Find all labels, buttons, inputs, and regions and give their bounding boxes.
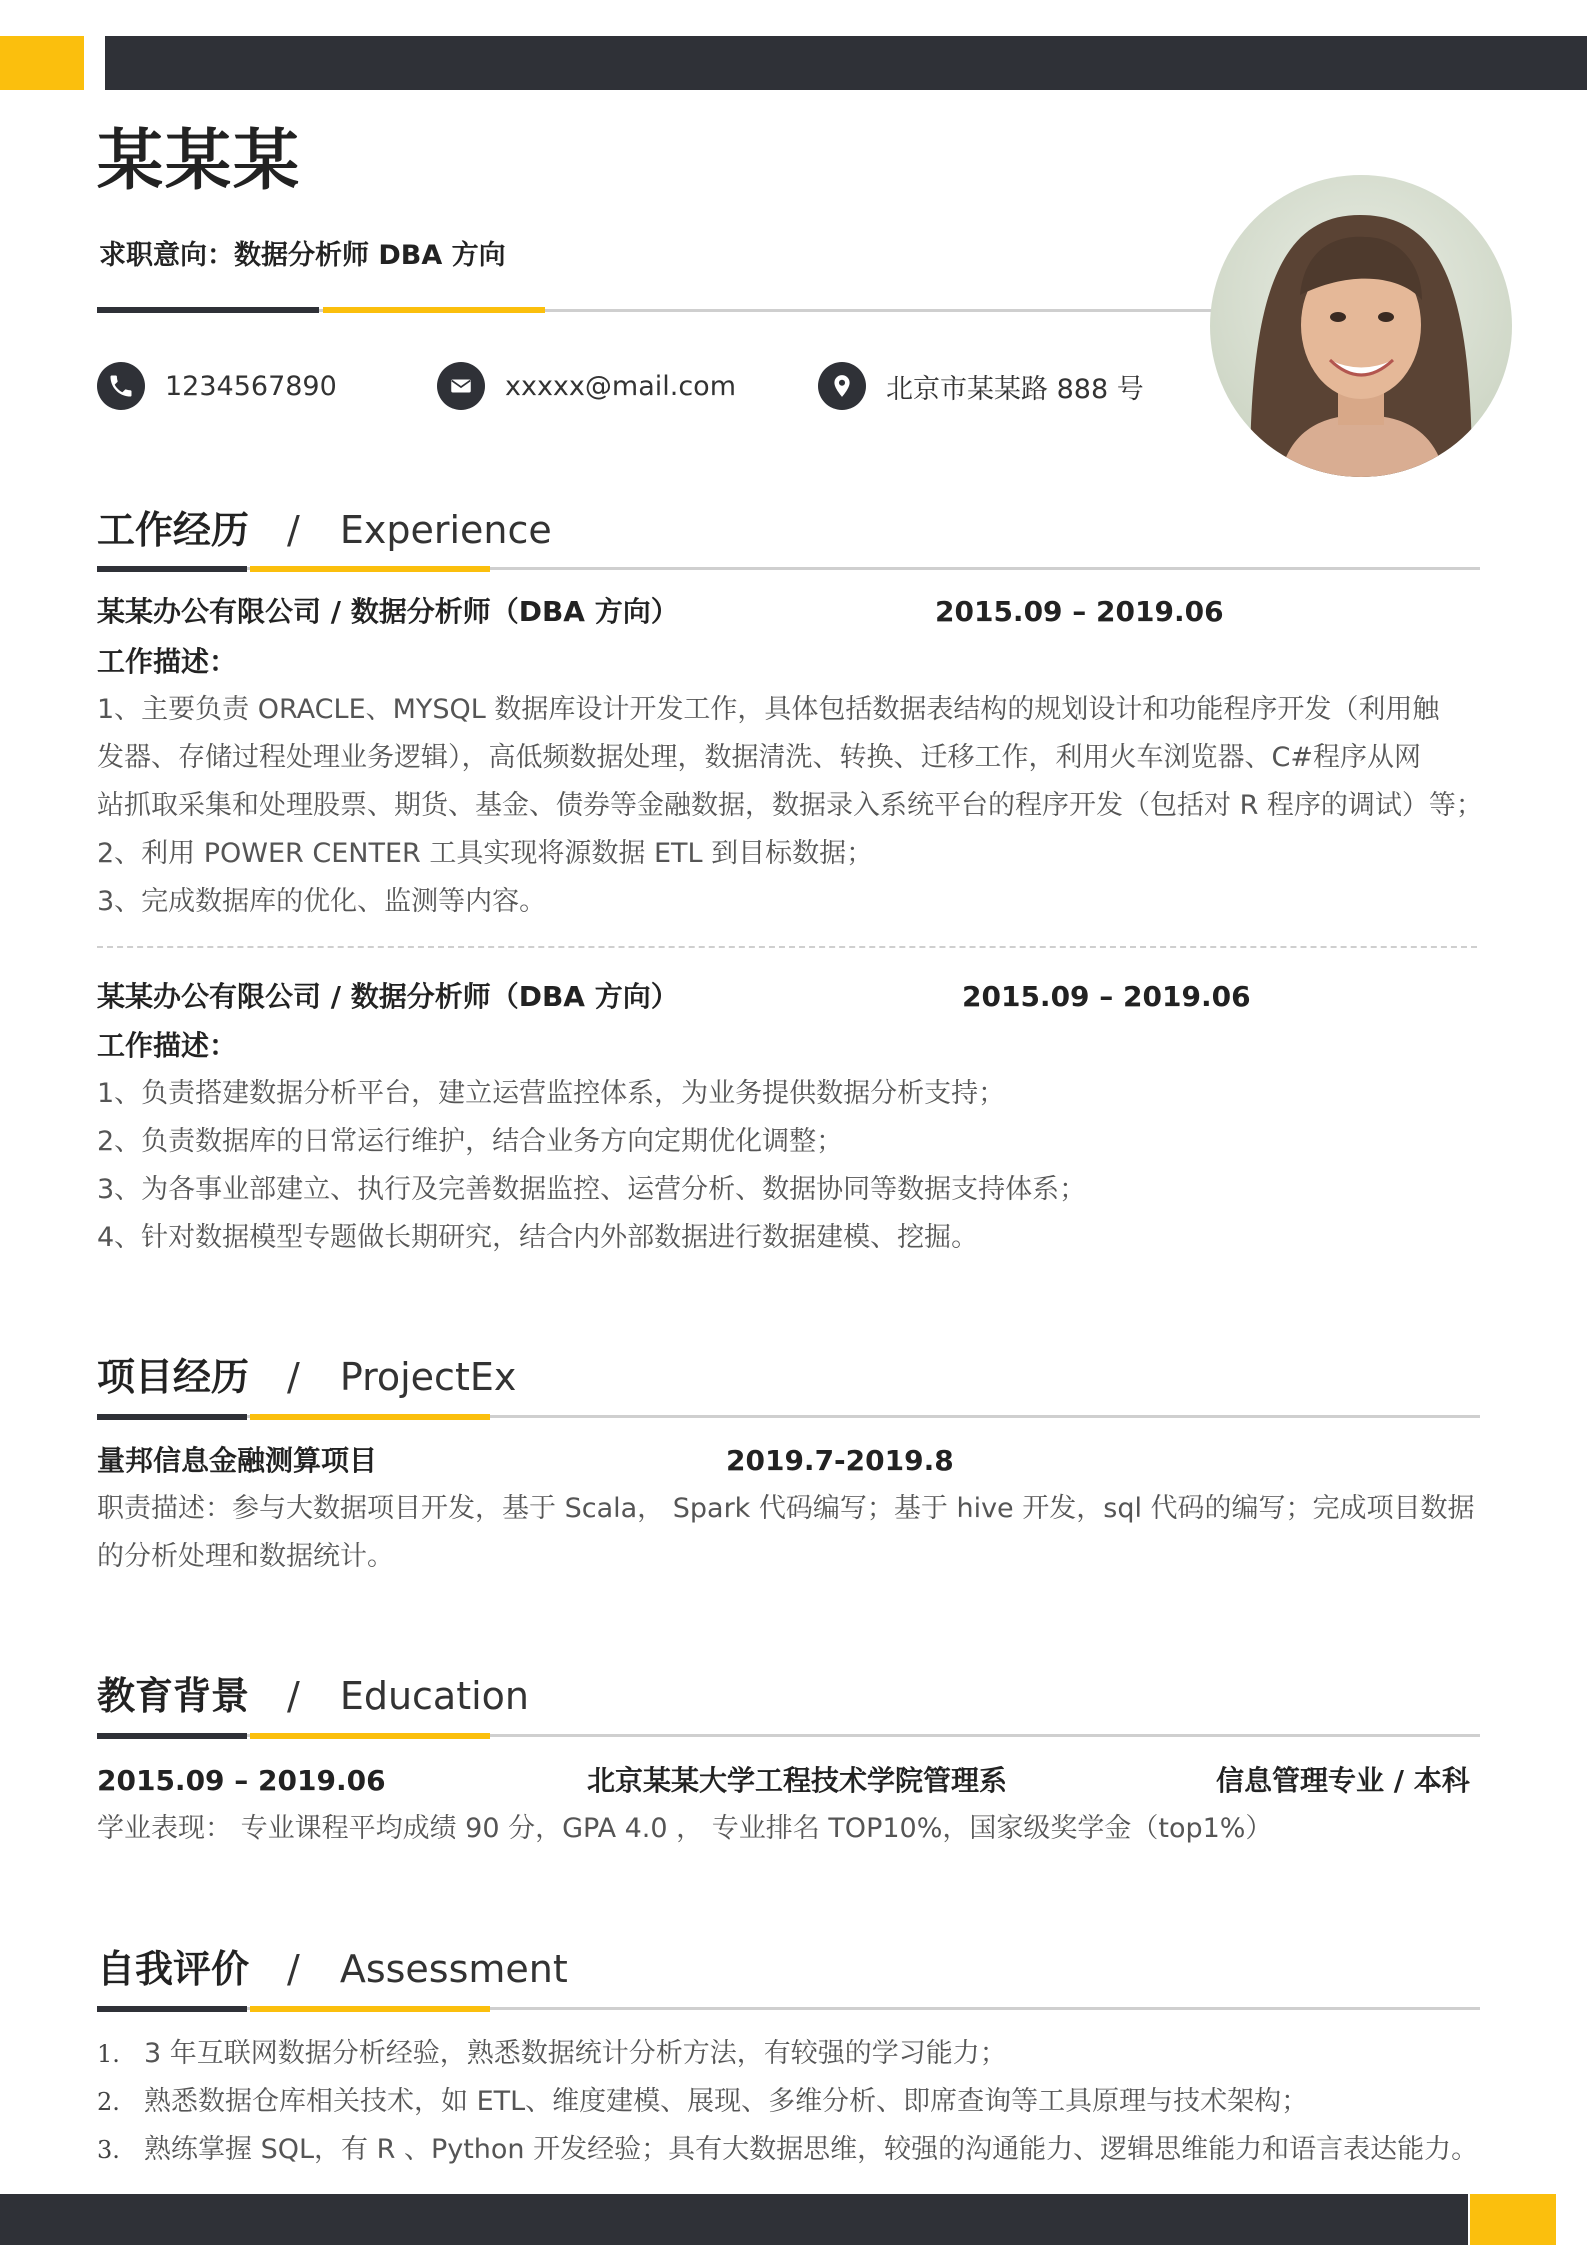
- section-title-slash: /: [287, 1947, 300, 1991]
- section-rule-accent: [250, 566, 490, 572]
- education-performance: 学业表现： 专业课程平均成绩 90 分，GPA 4.0 ， 专业排名 TOP10%，国家级奖学金（top1%）: [97, 1813, 1273, 1844]
- list-item-number: 3.: [97, 2136, 120, 2164]
- phone-icon: [97, 362, 145, 410]
- section-title-slash: /: [287, 508, 300, 552]
- section-rule-dark: [97, 566, 247, 572]
- contact-phone: [97, 362, 337, 410]
- location-pin-icon: [818, 362, 866, 410]
- job-desc-line: 1、主要负责 ORACLE、MYSQL 数据库设计开发工作，具体包括数据表结构的规划设计和功能程序开发（利用触: [97, 694, 1440, 725]
- assessment-list: [97, 2030, 1537, 2174]
- job-desc-line: 2、负责数据库的日常运行维护，结合业务方向定期优化调整；: [97, 1126, 844, 1157]
- section-title-cn: 教育背景: [97, 1674, 250, 1718]
- section-title-cn: 工作经历: [97, 508, 250, 552]
- job-desc-line: 4、针对数据模型专题做长期研究，结合内外部数据进行数据建模、挖掘。: [97, 1222, 979, 1253]
- contact-address: [818, 362, 1144, 410]
- section-title-assessment: [97, 1947, 568, 1991]
- list-item: [97, 2078, 1537, 2126]
- job-divider: [97, 946, 1477, 948]
- section-title-en: ProjectEx: [339, 1355, 517, 1399]
- email-address: xxxxx@mail.com: [505, 370, 736, 402]
- job-desc-line: 1、负责搭建数据分析平台，建立运营监控体系，为业务提供数据分析支持；: [97, 1078, 1006, 1109]
- job-desc-line: 2、利用 POWER CENTER 工具实现将源数据 ETL 到目标数据；: [97, 838, 874, 869]
- job-desc-line: 3、完成数据库的优化、监测等内容。: [97, 886, 547, 917]
- section-title-cn: 自我评价: [97, 1947, 250, 1991]
- bottom-accent-block: [1470, 2194, 1556, 2245]
- phone-number: 1234567890: [165, 370, 337, 402]
- job-title: 某某办公有限公司 / 数据分析师（DBA 方向）: [97, 595, 679, 628]
- section-title-cn: 项目经历: [97, 1355, 250, 1399]
- section-rule-accent: [250, 1733, 490, 1739]
- job-period: 2015.09 – 2019.06: [962, 980, 1251, 1013]
- section-rule-dark: [97, 2006, 247, 2012]
- project-period: 2019.7-2019.8: [726, 1444, 954, 1477]
- section-title-en: Assessment: [339, 1947, 568, 1991]
- contact-email: [437, 362, 736, 410]
- education-major: 信息管理专业 / 本科: [1216, 1764, 1470, 1797]
- job-description: [97, 686, 1497, 926]
- section-title-slash: /: [287, 1355, 300, 1399]
- section-rule-accent: [250, 1414, 490, 1420]
- education-school: 北京某某大学工程技术学院管理系: [587, 1764, 1008, 1797]
- project-name: 量邦信息金融测算项目: [97, 1444, 378, 1477]
- job-desc-label: 工作描述：: [97, 645, 238, 678]
- job-desc-label: 工作描述：: [97, 1029, 238, 1062]
- candidate-name: 某某某: [97, 122, 301, 199]
- list-item-text: 熟练掌握 SQL，有 R 、Python 开发经验；具有大数据思维，较强的沟通能力、逻辑思维能力和语言表达能力。: [144, 2134, 1479, 2165]
- project-description: [97, 1485, 1497, 1581]
- section-title-project: [97, 1355, 517, 1399]
- job-title: 某某办公有限公司 / 数据分析师（DBA 方向）: [97, 980, 679, 1013]
- home-address: 北京市某某路 888 号: [886, 373, 1144, 405]
- section-title-en: Experience: [339, 508, 552, 552]
- education-period: 2015.09 – 2019.06: [97, 1764, 386, 1797]
- list-item-text: 熟悉数据仓库相关技术，如 ETL、维度建模、展现、多维分析、即席查询等工具原理与技术架构；: [144, 2086, 1309, 2117]
- header-rule-accent: [323, 307, 545, 313]
- email-icon: [437, 362, 485, 410]
- project-desc-line: 的分析处理和数据统计。: [97, 1541, 394, 1572]
- header-rule-dark: [97, 307, 319, 313]
- section-rule-dark: [97, 1414, 247, 1420]
- section-title-en: Education: [339, 1674, 530, 1718]
- list-item-number: 2.: [97, 2088, 120, 2116]
- job-period: 2015.09 – 2019.06: [935, 595, 1224, 628]
- list-item: [97, 2126, 1537, 2174]
- section-rule-dark: [97, 1733, 247, 1739]
- job-desc-line: 3、为各事业部建立、执行及完善数据监控、运营分析、数据协同等数据支持体系；: [97, 1174, 1087, 1205]
- list-item-text: 3 年互联网数据分析经验，熟悉数据统计分析方法，有较强的学习能力；: [144, 2038, 1007, 2069]
- top-dark-bar: [105, 36, 1587, 90]
- job-objective: 求职意向：数据分析师 DBA 方向: [99, 240, 506, 271]
- list-item-number: 1.: [97, 2040, 120, 2068]
- avatar: [1210, 175, 1512, 477]
- bottom-dark-bar: [0, 2194, 1468, 2245]
- job-description: [97, 1070, 1497, 1262]
- project-desc-line: 职责描述：参与大数据项目开发，基于 Scala， Spark 代码编写；基于 hive 开发，sql 代码的编写；完成项目数据: [97, 1493, 1475, 1524]
- top-accent-block: [0, 36, 84, 90]
- section-title-education: [97, 1674, 530, 1718]
- section-rule-accent: [250, 2006, 490, 2012]
- list-item: [97, 2030, 1537, 2078]
- job-desc-line: 发器、存储过程处理业务逻辑），高低频数据处理，数据清洗、转换、迁移工作，利用火车浏览器、C#程序从网: [97, 742, 1421, 773]
- job-desc-line: 站抓取采集和处理股票、期货、基金、债券等金融数据，数据录入系统平台的程序开发（包括对 R 程序的调试）等；: [97, 790, 1483, 821]
- section-title-experience: [97, 508, 552, 552]
- section-title-slash: /: [287, 1674, 300, 1718]
